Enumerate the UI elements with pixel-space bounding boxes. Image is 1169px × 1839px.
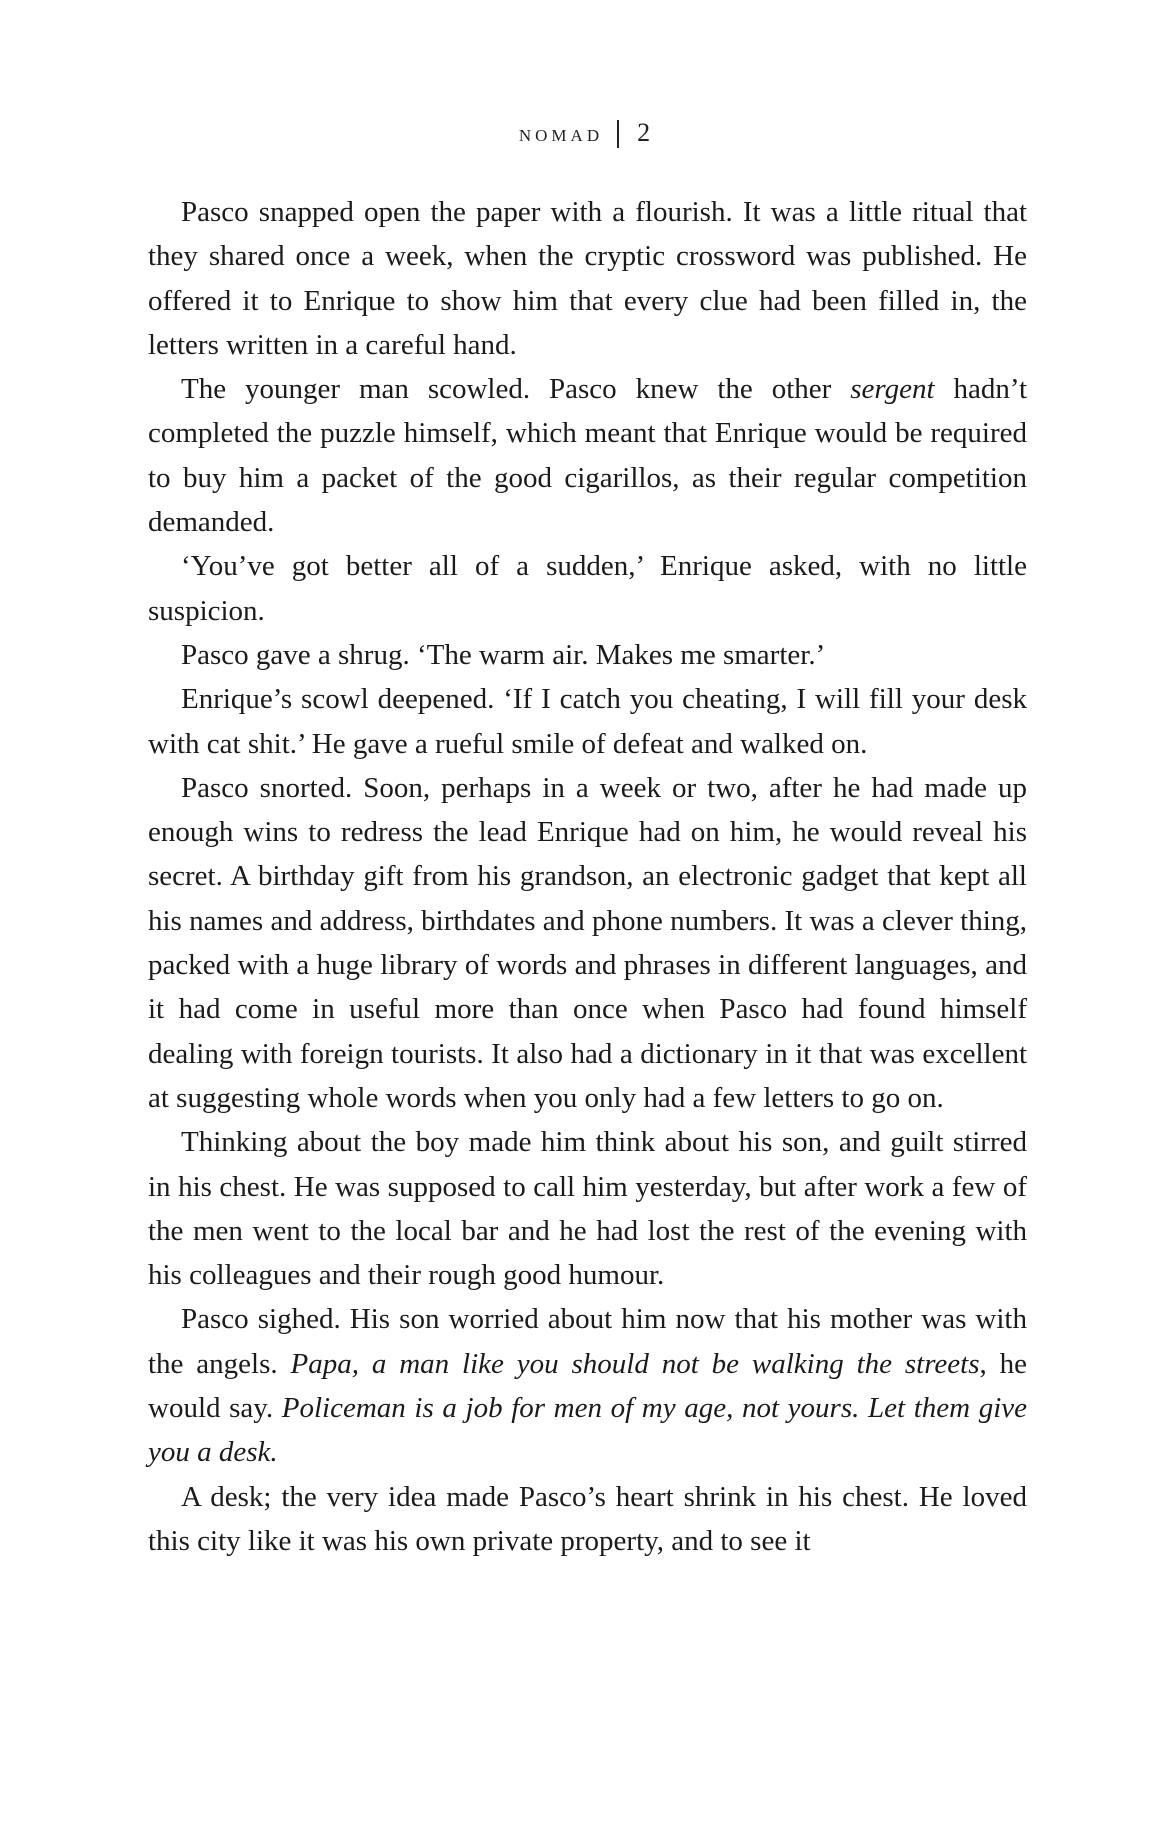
paragraph: The younger man scowled. Pasco knew the other sergent hadn’t completed the puzzle himself, which meant that Enrique would be required to buy him a packet of the good cigarillos, as their regular competition demanded. (148, 373, 1028, 539)
running-head (0, 118, 1169, 150)
paragraph: Enrique’s scowl deepened. ‘If I catch you cheating, I will fill your desk with cat shit.’ He gave a rueful smile of defeat and walked on. (148, 683, 1027, 760)
running-head-title: nomad (518, 121, 604, 147)
paragraph: Pasco snorted. Soon, perhaps in a week or two, after he had made up enough wins to redress the lead Enrique had on him, he would reveal his secret. A birthday gift from his grandson, an electronic gadget that kept all his names and address, birthdates and phone numbers. It was a clever thing, packed with a huge library of words and phrases in different languages, and it had come in useful more than once when Pasco had found himself dealing with foreign tourists. It also had a dictionary in it that was excellent at suggesting whole words when you only had a few letters to go on. (148, 771, 1027, 1114)
paragraph: ‘You’ve got better all of a sudden,’ Enrique asked, with no little suspicion. (148, 550, 1027, 627)
page-number: 2 (637, 118, 651, 147)
paragraph: A desk; the very idea made Pasco’s heart shrink in his chest. He loved this city like it was his own private property, and to see it (148, 1480, 1027, 1557)
running-head-separator (617, 120, 619, 148)
italic-speech: Policeman is a job for men of my age, not yours. Let them give you a desk. (148, 1392, 1027, 1469)
paragraph: Thinking about the boy made him think about his son, and guilt stirred in his chest. He was supposed to call him yesterday, but after work a few of the men went to the local bar and he had lost the rest of the evening with his colleagues and their rough good humour. (148, 1126, 1027, 1292)
paragraph: Pasco gave a shrug. ‘The warm air. Makes me smarter.’ (181, 638, 826, 671)
italic-word: sergent (850, 373, 935, 406)
paragraph: Pasco snapped open the paper with a flourish. It was a little ritual that they shared once a week, when the cryptic crossword was published. He offered it to Enrique to show him that every clue had been filled in, the letters written in a careful hand. (148, 196, 1027, 361)
body-text (148, 190, 1027, 1563)
italic-speech: Papa, a man like you should not be walking the streets (290, 1347, 980, 1380)
paragraph: Pasco sighed. His son worried about him now that his mother was with the angels. Papa, a man like you should not be walking the streets, he would say. Policeman is a job for men of my age, not yours. Let them give you a desk. (148, 1303, 1028, 1469)
